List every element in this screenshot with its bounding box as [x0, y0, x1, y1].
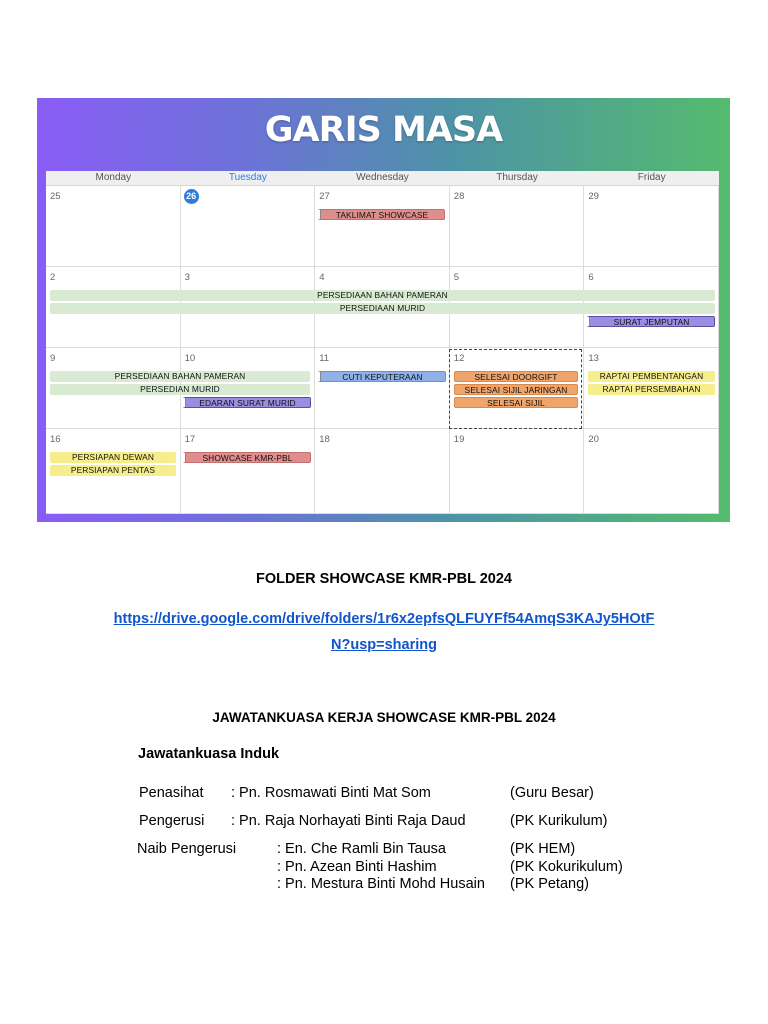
event-taklimat-showcase[interactable]: TAKLIMAT SHOWCASE	[317, 209, 445, 220]
event-cuti-keputeraan[interactable]: CUTI KEPUTERAAN	[317, 371, 446, 382]
event-surat-jemputan[interactable]: SURAT JEMPUTAN	[586, 316, 715, 327]
day-number: 20	[588, 434, 599, 445]
day-number: 29	[588, 191, 599, 202]
event-persiapan-dewan[interactable]: PERSIAPAN DEWAN	[50, 452, 176, 463]
member-post: (PK Petang)	[510, 876, 589, 892]
event-selesai-doorgift[interactable]: SELESAI DOORGIFT	[454, 371, 578, 382]
day-number: 18	[319, 434, 330, 445]
day-cell[interactable]	[46, 186, 181, 267]
day-number: 6	[588, 272, 594, 283]
day-cell[interactable]	[450, 186, 585, 267]
day-number: 12	[453, 353, 465, 364]
event-persediaan-bahan-pameran[interactable]: PERSEDIAAN BAHAN PAMERAN	[50, 290, 715, 301]
event-selesai-sijil[interactable]: SELESAI SIJIL	[454, 397, 578, 408]
dayname-tuesday: Tuesday	[228, 172, 267, 183]
folder-link-line1[interactable]: https://drive.google.com/drive/folders/1r6x2epfsQLFUYFf54AmqS3KAJy5HOtF	[113, 611, 655, 627]
role-label: Penasihat	[139, 785, 204, 801]
timeline-banner	[37, 98, 730, 522]
day-cell[interactable]	[315, 186, 450, 267]
dayname-wednesday: Wednesday	[356, 172, 409, 183]
day-number: 4	[319, 272, 325, 283]
day-number: 28	[453, 191, 465, 202]
day-number: 27	[319, 191, 330, 202]
day-number: 19	[453, 434, 465, 445]
member-post: (PK Kurikulum)	[510, 813, 608, 829]
event-raptai-persembahan[interactable]: RAPTAI PERSEMBAHAN	[588, 384, 715, 395]
day-cell[interactable]	[315, 429, 450, 514]
member-name: : Pn. Rosmawati Binti Mat Som	[231, 785, 431, 801]
member-post: (PK HEM)	[510, 841, 576, 857]
folder-heading: FOLDER SHOWCASE KMR-PBL 2024	[256, 571, 512, 587]
member-name: : Pn. Mestura Binti Mohd Husain	[277, 876, 485, 892]
day-cell[interactable]	[584, 429, 719, 514]
day-number: 13	[588, 353, 599, 364]
dayname-thursday: Thursday	[496, 172, 538, 183]
calendar	[46, 171, 719, 514]
member-post: (Guru Besar)	[510, 785, 594, 801]
committee-heading: JAWATANKUASA KERJA SHOWCASE KMR-PBL 2024	[212, 710, 556, 725]
member-name: : En. Che Ramli Bin Tausa	[277, 841, 446, 857]
day-number: 25	[50, 191, 61, 202]
event-persediaan-murid[interactable]: PERSEDIAAN MURID	[50, 303, 715, 314]
event-persediaan-bahan-pameran[interactable]: PERSEDIAAN BAHAN PAMERAN	[50, 371, 310, 382]
timeline-title: GARIS MASA	[264, 110, 503, 150]
day-cell[interactable]	[315, 348, 450, 429]
day-cell[interactable]	[181, 429, 316, 514]
dayname-monday: Monday	[95, 172, 132, 183]
event-edaran-surat-murid[interactable]: EDARAN SURAT MURID	[182, 397, 311, 408]
day-number: 11	[319, 353, 330, 364]
event-showcase-kmr-pbl[interactable]: SHOWCASE KMR-PBL	[182, 452, 311, 463]
event-persedian-murid[interactable]: PERSEDIAN MURID	[50, 384, 310, 395]
day-cell[interactable]	[584, 186, 719, 267]
today-badge: 26	[184, 189, 199, 204]
day-number: 9	[50, 353, 56, 364]
day-cell[interactable]	[181, 186, 316, 267]
dayname-friday: Friday	[637, 172, 666, 183]
day-number: 10	[184, 353, 196, 364]
role-label: Naib Pengerusi	[137, 841, 237, 857]
day-number: 2	[50, 272, 56, 283]
day-number: 16	[50, 434, 61, 445]
event-selesai-sijil-jaringan[interactable]: SELESAI SIJIL JARINGAN	[454, 384, 578, 395]
day-number: 3	[184, 272, 190, 283]
day-number: 17	[184, 434, 196, 445]
member-name: : Pn. Raja Norhayati Binti Raja Daud	[231, 813, 466, 829]
member-post: (PK Kokurikulum)	[510, 859, 623, 875]
role-label: Pengerusi	[139, 813, 205, 829]
event-raptai-pembentangan[interactable]: RAPTAI PEMBENTANGAN	[588, 371, 715, 382]
folder-link-line2[interactable]: N?usp=sharing	[331, 637, 437, 653]
committee-subheading: Jawatankuasa Induk	[138, 746, 280, 762]
event-persiapan-pentas[interactable]: PERSIAPAN PENTAS	[50, 465, 176, 476]
calendar-header	[46, 171, 719, 186]
member-name: : Pn. Azean Binti Hashim	[277, 859, 437, 875]
day-number: 5	[453, 272, 460, 283]
day-cell[interactable]	[450, 429, 585, 514]
